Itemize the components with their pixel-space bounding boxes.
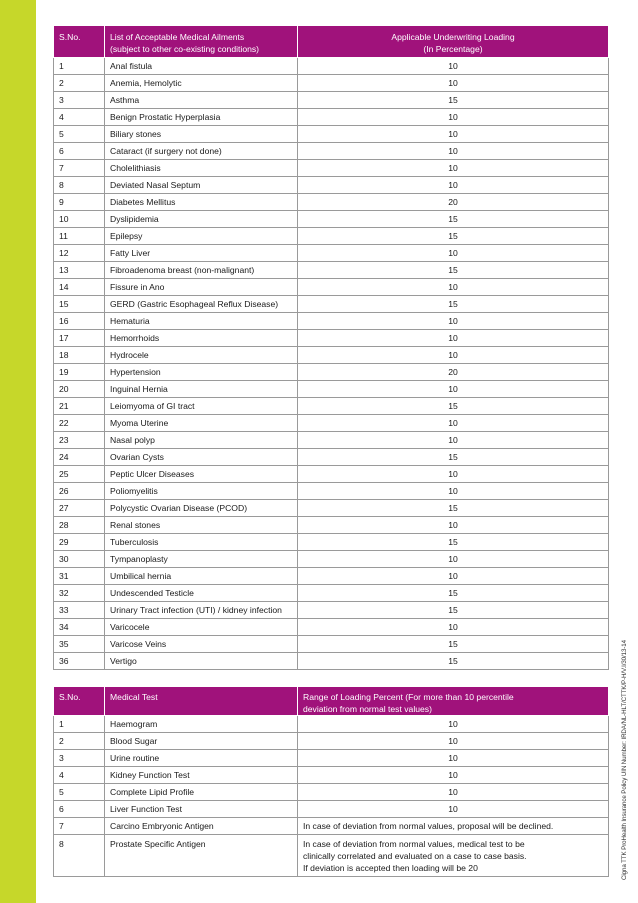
row-ailment-name: Ovarian Cysts [105,449,298,466]
row-ailment-name: Biliary stones [105,126,298,143]
row-ailment-name: Urinary Tract infection (UTI) / kidney infection [105,602,298,619]
row-ailment-name: Anemia, Hemolytic [105,75,298,92]
row-value: 10 [298,767,609,784]
table-row [54,517,609,534]
row-loading: 10 [298,381,609,398]
table-row [54,636,609,653]
row-ailment-name: Inguinal Hernia [105,381,298,398]
row-loading: 10 [298,551,609,568]
row-ailment-name: Cholelithiasis [105,160,298,177]
row-sno: 29 [54,534,105,551]
table-row [54,801,609,818]
row-sno: 18 [54,347,105,364]
row-ailment-name: Dyslipidemia [105,211,298,228]
row-test-name: Urine routine [105,750,298,767]
row-ailment-name: Polycystic Ovarian Disease (PCOD) [105,500,298,517]
table-row [54,500,609,517]
row-loading: 10 [298,330,609,347]
table-row [54,483,609,500]
loading-header-line2: (In Percentage) [423,44,483,54]
row-loading: 10 [298,160,609,177]
table-row [54,733,609,750]
row-test-name: Prostate Specific Antigen [105,835,298,877]
row-ailment-name: Fatty Liver [105,245,298,262]
row-sno: 6 [54,143,105,160]
green-side-bar [0,0,36,903]
row-test-name: Carcino Embryonic Antigen [105,818,298,835]
row-ailment-name: Anal fistula [105,58,298,75]
row-sno: 16 [54,313,105,330]
table-row [54,160,609,177]
table-row [54,602,609,619]
row-loading: 10 [298,143,609,160]
row-sno: 17 [54,330,105,347]
table-row [54,143,609,160]
row-loading: 10 [298,245,609,262]
value-line1: In case of deviation from normal values, medical test to be [303,839,525,849]
row-ailment-name: Diabetes Mellitus [105,194,298,211]
row-ailment-name: Fibroadenoma breast (non-malignant) [105,262,298,279]
row-ailment-name: Hydrocele [105,347,298,364]
table-row [54,415,609,432]
table-row [54,109,609,126]
row-ailment-name: Renal stones [105,517,298,534]
row-loading: 10 [298,432,609,449]
row-ailment-name: Varicose Veins [105,636,298,653]
ailment-header-line1: List of Acceptable Medical Ailments [110,32,245,42]
row-ailment-name: Deviated Nasal Septum [105,177,298,194]
row-value: 10 [298,716,609,733]
row-ailment-name: Peptic Ulcer Diseases [105,466,298,483]
row-test-name: Liver Function Test [105,801,298,818]
row-loading: 10 [298,415,609,432]
row-ailment-name: Varicocele [105,619,298,636]
row-sno: 13 [54,262,105,279]
row-ailment-name: Poliomyelitis [105,483,298,500]
row-test-name: Blood Sugar [105,733,298,750]
table-row [54,534,609,551]
row-sno: 25 [54,466,105,483]
row-sno: 1 [54,716,105,733]
table-row [54,211,609,228]
medical-test-header: Medical Test [105,687,298,716]
table-row [54,330,609,347]
row-loading: 15 [298,653,609,670]
row-sno: 3 [54,750,105,767]
table-row [54,92,609,109]
row-loading: 10 [298,313,609,330]
row-sno: 7 [54,818,105,835]
row-sno: 22 [54,415,105,432]
range-header-line1: Range of Loading Percent (For more than 10 percentile [303,692,514,702]
row-ailment-name: Benign Prostatic Hyperplasia [105,109,298,126]
row-sno: 5 [54,784,105,801]
ailment-header-line2: (subject to other co-existing conditions) [110,44,260,54]
row-sno: 7 [54,160,105,177]
row-loading: 10 [298,466,609,483]
row-loading: 15 [298,585,609,602]
table-row [54,364,609,381]
row-ailment-name: Tuberculosis [105,534,298,551]
row-value: 10 [298,801,609,818]
row-loading: 10 [298,619,609,636]
table-row [54,194,609,211]
row-sno: 33 [54,602,105,619]
row-sno: 11 [54,228,105,245]
row-sno: 32 [54,585,105,602]
row-sno: 12 [54,245,105,262]
row-loading: 10 [298,517,609,534]
row-loading: 15 [298,92,609,109]
table-row [54,347,609,364]
table-row [54,313,609,330]
row-sno: 2 [54,75,105,92]
row-ailment-name: Undescended Testicle [105,585,298,602]
table-row [54,262,609,279]
table-row [54,381,609,398]
row-ailment-name: Hemorrhoids [105,330,298,347]
table-row [54,619,609,636]
row-loading: 15 [298,602,609,619]
row-ailment-name: Fissure in Ano [105,279,298,296]
table-row [54,568,609,585]
table-row [54,767,609,784]
table-row [54,585,609,602]
row-sno: 26 [54,483,105,500]
row-value [298,835,609,877]
row-sno: 35 [54,636,105,653]
table-row [54,177,609,194]
row-loading: 10 [298,126,609,143]
row-loading: 20 [298,364,609,381]
row-sno: 27 [54,500,105,517]
row-ailment-name: Leiomyoma of GI tract [105,398,298,415]
row-ailment-name: Epilepsy [105,228,298,245]
row-ailment-name: Cataract (if surgery not done) [105,143,298,160]
row-sno: 2 [54,733,105,750]
row-ailment-name: Hematuria [105,313,298,330]
row-loading: 10 [298,75,609,92]
row-ailment-name: GERD (Gastric Esophageal Reflux Disease) [105,296,298,313]
range-header-line2: deviation from normal test values) [303,704,432,714]
row-loading: 15 [298,211,609,228]
loading-header-line1: Applicable Underwriting Loading [391,32,515,42]
table-row [54,245,609,262]
row-loading: 15 [298,449,609,466]
table-row [54,750,609,767]
tests-header-row [54,687,609,716]
table-row [54,296,609,313]
row-sno: 20 [54,381,105,398]
row-loading: 15 [298,636,609,653]
sno-header: S.No. [54,687,105,716]
row-loading: 10 [298,109,609,126]
value-line2: clinically correlated and evaluated on a case to case basis. [303,851,527,861]
row-loading: 10 [298,483,609,500]
table-row [54,449,609,466]
sno-header: S.No. [54,26,105,58]
table-row [54,432,609,449]
row-value: 10 [298,733,609,750]
row-sno: 14 [54,279,105,296]
row-ailment-name: Hypertension [105,364,298,381]
row-loading: 15 [298,500,609,517]
ailment-header [105,26,298,58]
table-row [54,653,609,670]
policy-uin-footer: Cigna TTK ProHealth Insurance Policy UIN Number: IRDA/NL-HLT/CTTK/P-H/V.I/30/13-14 [621,640,628,880]
row-sno: 5 [54,126,105,143]
row-sno: 21 [54,398,105,415]
row-loading: 15 [298,296,609,313]
ailments-header-row [54,26,609,58]
table-row [54,398,609,415]
loading-header [298,26,609,58]
row-sno: 36 [54,653,105,670]
table-row [54,818,609,835]
row-value: 10 [298,750,609,767]
row-sno: 3 [54,92,105,109]
row-sno: 23 [54,432,105,449]
row-sno: 4 [54,109,105,126]
value-line3: If deviation is accepted then loading will be 20 [303,863,478,873]
loading-range-header [298,687,609,716]
row-sno: 6 [54,801,105,818]
row-test-name: Kidney Function Test [105,767,298,784]
row-sno: 34 [54,619,105,636]
row-ailment-name: Vertigo [105,653,298,670]
table-row [54,126,609,143]
row-sno: 9 [54,194,105,211]
row-sno: 8 [54,177,105,194]
table-row [54,58,609,75]
table-row [54,716,609,733]
ailments-table [53,25,609,670]
row-test-name: Haemogram [105,716,298,733]
row-loading: 10 [298,177,609,194]
row-value: 10 [298,784,609,801]
row-sno: 10 [54,211,105,228]
row-loading: 20 [298,194,609,211]
table-row [54,228,609,245]
row-sno: 8 [54,835,105,877]
table-row [54,784,609,801]
row-sno: 1 [54,58,105,75]
row-loading: 15 [298,262,609,279]
table-row [54,75,609,92]
row-loading: 10 [298,347,609,364]
row-ailment-name: Myoma Uterine [105,415,298,432]
row-ailment-name: Umbilical hernia [105,568,298,585]
table-row [54,551,609,568]
row-test-name: Complete Lipid Profile [105,784,298,801]
row-loading: 10 [298,279,609,296]
row-sno: 31 [54,568,105,585]
row-sno: 28 [54,517,105,534]
row-sno: 15 [54,296,105,313]
row-loading: 10 [298,568,609,585]
row-sno: 4 [54,767,105,784]
row-loading: 10 [298,58,609,75]
row-ailment-name: Tympanoplasty [105,551,298,568]
medical-tests-table [53,686,609,877]
row-sno: 30 [54,551,105,568]
table-row [54,835,609,877]
table-row [54,466,609,483]
row-sno: 24 [54,449,105,466]
row-ailment-name: Nasal polyp [105,432,298,449]
row-ailment-name: Asthma [105,92,298,109]
table-row [54,279,609,296]
row-loading: 15 [298,534,609,551]
row-value: In case of deviation from normal values, proposal will be declined. [298,818,609,835]
row-loading: 15 [298,398,609,415]
row-sno: 19 [54,364,105,381]
row-loading: 15 [298,228,609,245]
